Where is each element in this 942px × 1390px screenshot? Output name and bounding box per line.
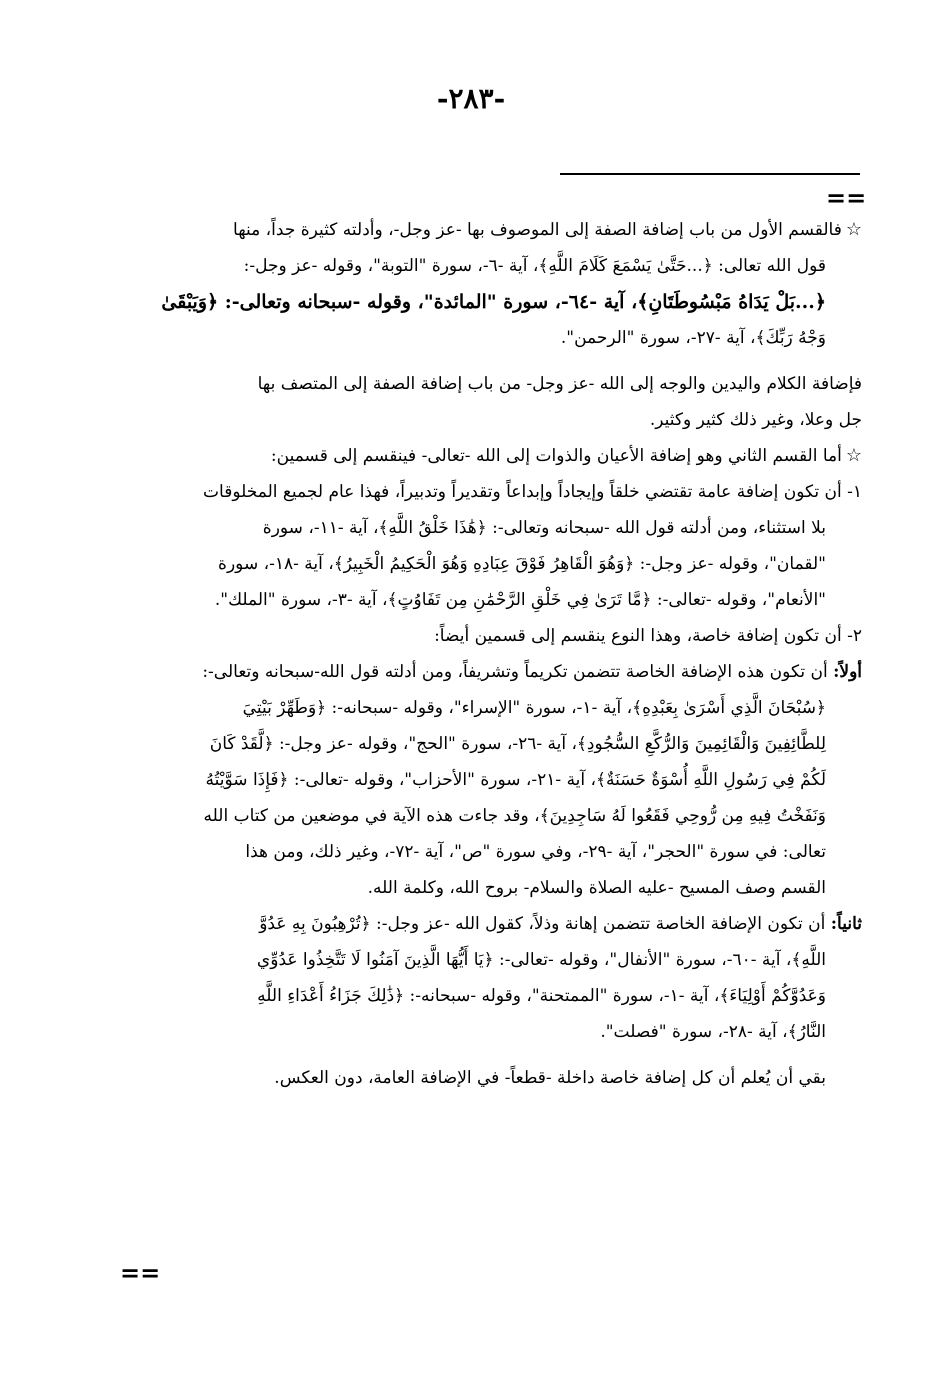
paragraph-1-line-3: ﴿...بَلْ يَدَاهُ مَبْسُوطَتَانِ﴾، آية -٦٤-، سورة "المائدة"، وقوله -سبحانه وتعالى-: ﴿وَيَبْقَىٰ — [161, 291, 826, 313]
paragraph-2-line-2: جل وعلا، وغير ذلك كثير وكثير. — [649, 410, 862, 430]
paragraph-3-line-1: ☆أما القسم الثاني وهو إضافة الأعيان والذوات إلى الله -تعالى- فينقسم إلى قسمين: — [270, 445, 862, 466]
paragraph-1-line-2: قول الله تعالى: ﴿...حَتَّىٰ يَسْمَعَ كَلَامَ اللَّهِ﴾، آية -٦-، سورة "التوبة"، وقوله -عز وجل-: — [243, 256, 826, 276]
paragraph-7-line-4: النَّارُ﴾، آية -٢٨-، سورة "فصلت". — [600, 1022, 826, 1042]
paragraph-5-line-1: ٢- أن تكون إضافة خاصة، وهذا النوع ينقسم إلى قسمين أيضاً: — [434, 626, 862, 646]
paragraph-6-line-1: أولاً: أن تكون هذه الإضافة الخاصة تتضمن تكريماً وتشريفاً، ومن أدلته قول الله-سبحانه وتعالى-: — [202, 662, 862, 682]
paragraph-8-line-1: بقي أن يُعلم أن كل إضافة خاصة داخلة -قطعاً- في الإضافة العامة، دون العكس. — [274, 1068, 826, 1088]
section-label-first: أولاً: — [833, 662, 862, 682]
paragraph-4-line-3: "لقمان"، وقوله -عز وجل-: ﴿وَهُوَ الْقَاهِرُ فَوْقَ عِبَادِهِ وَهُوَ الْحَكِيمُ الْخَبِيرُ﴾، آية -١٨-، سورة — [218, 554, 826, 574]
paragraph-6-line-2: ﴿سُبْحَانَ الَّذِي أَسْرَىٰ بِعَبْدِهِ﴾، آية -١-، سورة "الإسراء"، وقوله -سبحانه-: ﴿وَطَهِّرْ بَيْتِيَ — [242, 698, 826, 718]
paragraph-4-line-4: "الأنعام"، وقوله -تعالى-: ﴿مَّا تَرَىٰ فِي خَلْقِ الرَّحْمَٰنِ مِن تَفَاوُتٍ﴾، آية -٣-، سورة "الملك". — [214, 590, 826, 610]
section-label-second: ثانياً: — [830, 914, 862, 934]
paragraph-6-line-7: القسم وصف المسيح -عليه الصلاة والسلام- بروح الله، وكلمة الله. — [367, 878, 826, 898]
footnote-body — [108, 212, 862, 1096]
separator-bottom: == — [120, 1258, 161, 1287]
star-icon: ☆ — [845, 445, 862, 466]
paragraph-2-line-1: فإضافة الكلام واليدين والوجه إلى الله -عز وجل- من باب إضافة الصفة إلى المتصف بها — [257, 374, 862, 394]
paragraph-1-line-1: ☆فالقسم الأول من باب إضافة الصفة إلى الموصوف بها -عز وجل-، وأدلته كثيرة جداً، منها — [233, 219, 862, 240]
paragraph-4-line-2: بلا استثناء، ومن أدلته قول الله -سبحانه وتعالى-: ﴿هَٰذَا خَلْقُ اللَّهِ﴾، آية -١١-، سورة — [262, 518, 826, 538]
paragraph-1-line-4: وَجْهُ رَبِّكَ﴾، آية -٢٧-، سورة "الرحمن". — [560, 328, 826, 348]
page-number: -٢٨٣- — [436, 82, 506, 115]
paragraph-7-line-1: ثانياً: أن تكون الإضافة الخاصة تتضمن إهانة وذلاً، كقول الله -عز وجل-: ﴿تُرْهِبُونَ بِهِ عَدُوَّ — [259, 914, 862, 934]
footnote-rule — [560, 173, 860, 175]
separator-top: == — [826, 183, 867, 212]
paragraph-6-line-5: وَنَفَخْتُ فِيهِ مِن رُّوحِي فَقَعُوا لَهُ سَاجِدِينَ﴾، وقد جاءت هذه الآية في موضعين من كتاب الله — [203, 806, 826, 826]
paragraph-7-line-2: اللَّهِ﴾، آية -٦٠-، سورة "الأنفال"، وقوله -تعالى-: ﴿يَا أَيُّهَا الَّذِينَ آمَنُوا لَا تَتَّخِذُوا عَدُوِّي — [256, 950, 826, 970]
paragraph-4-line-1: ١- أن تكون إضافة عامة تقتضي خلقاً وإيجاداً وإبداعاً وتقديراً وتدبيراً، فهذا عام لجميع المخلوقات — [203, 482, 862, 502]
paragraph-7-line-3: وَعَدُوَّكُمْ أَوْلِيَاءَ﴾، آية -١-، سورة "الممتحنة"، وقوله -سبحانه-: ﴿ذَٰلِكَ جَزَاءُ أَعْدَاءِ اللَّهِ — [257, 986, 826, 1006]
paragraph-6-line-4: لَكُمْ فِي رَسُولِ اللَّهِ أُسْوَةٌ حَسَنَةٌ﴾، آية -٢١-، سورة "الأحزاب"، وقوله -تعالى-: ﴿فَإِذَا سَوَّيْتُهُ — [205, 770, 826, 790]
star-icon: ☆ — [845, 219, 862, 240]
paragraph-6-line-6: تعالى: في سورة "الحجر"، آية -٢٩-، وفي سورة "ص"، آية -٧٢-، وغير ذلك، ومن هذا — [245, 842, 826, 862]
paragraph-6-line-3: لِلطَّائِفِينَ وَالْقَائِمِينَ وَالرُّكَّعِ السُّجُودِ﴾، آية -٢٦-، سورة "الحج"، وقوله -عز وجل-: ﴿لَّقَدْ كَانَ — [209, 734, 826, 754]
